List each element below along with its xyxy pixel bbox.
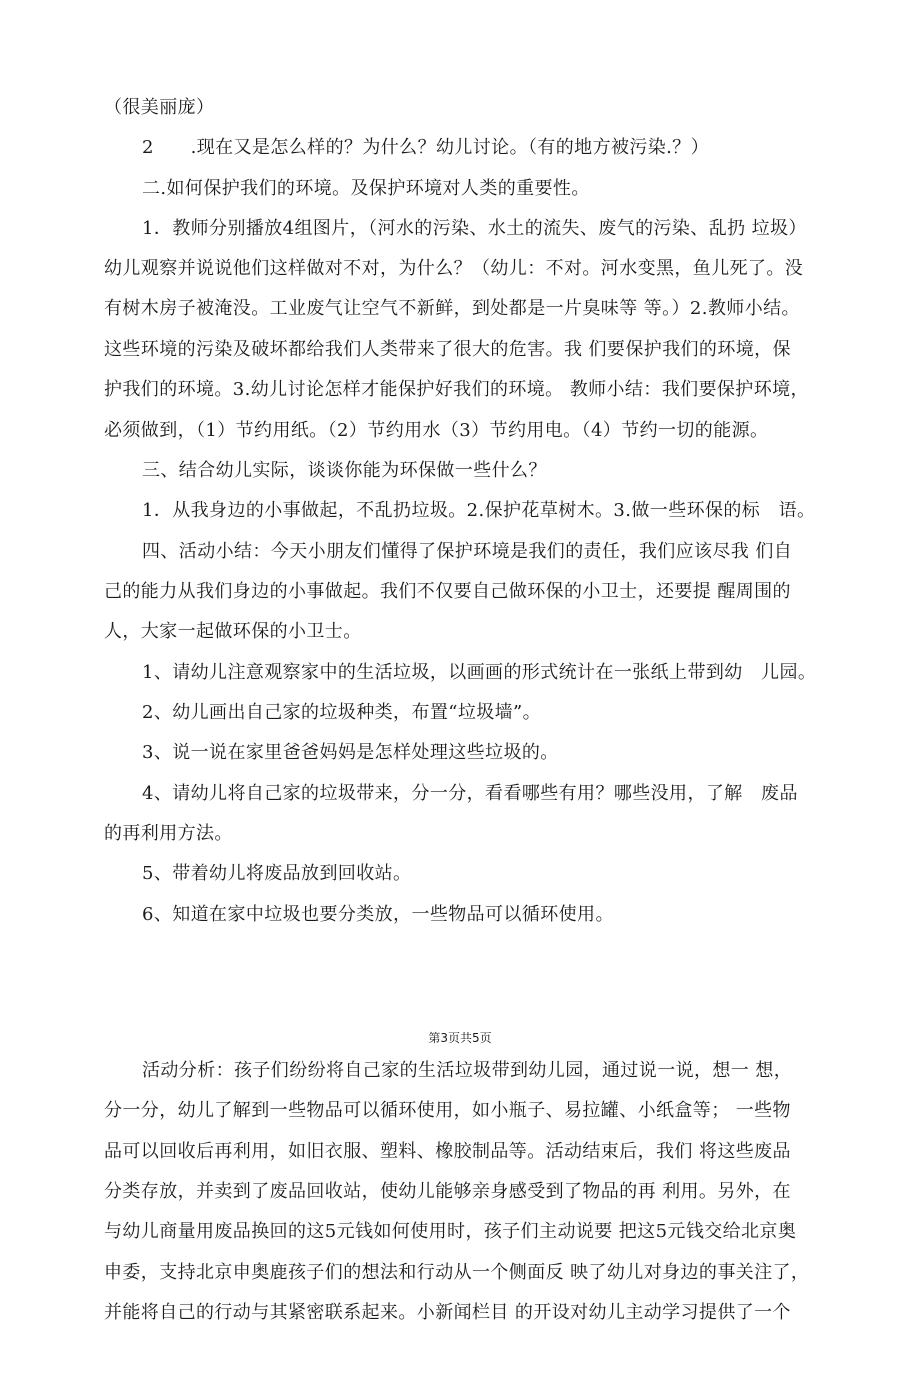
- text-line: 有树木房子被淹没。工业废气让空气不新鲜，到处都是一片臭味等 等。）2.教师小结。: [104, 298, 800, 319]
- text-line: 活动分析：孩子们纷纷将自己家的生活垃圾带到幼儿园，通过说一说，想一 想，: [142, 1060, 793, 1081]
- text-line: 的再利用方法。: [104, 823, 233, 844]
- text-line: （很美丽庞）: [104, 97, 215, 118]
- text-line: 这些环境的污染及破坏都给我们人类带来了很大的危害。我 们要保护我们的环境，保: [104, 339, 791, 360]
- text-line: 并能将自己的行动与其紧密联系起来。小新闻栏目 的开设对幼儿主动学习提供了一个: [104, 1302, 791, 1323]
- text-line: 必须做到，（1）节约用纸。（2）节约用水（3）节约用电。（4）节约一切的能源。: [104, 420, 769, 441]
- text-line: 分类存放，并卖到了废品回收站，使幼儿能够亲身感受到了物品的再 利用。另外，在: [104, 1181, 791, 1202]
- text-line: 二.如何保护我们的环境。及保护环境对人类的重要性。: [142, 178, 590, 199]
- text-line: 2 .现在又是怎么样的？为什么？幼儿讨论。（有的地方被污染.？）: [142, 137, 710, 158]
- text-line: 2、幼儿画出自己家的垃圾种类，布置“垃圾墙”。: [142, 702, 542, 723]
- text-line: 三、结合幼儿实际，谈谈你能为环保做一些什么？: [142, 460, 547, 481]
- text-line: 3、说一说在家里爸爸妈妈是怎样处理这些垃圾的。: [142, 742, 559, 763]
- text-line: 1．教师分别播放4组图片，（河水的污染、水土的流失、废气的污染、乱扔 垃圾）: [142, 218, 807, 239]
- text-line: 申委，支持北京申奥鹿孩子们的想法和行动从一个侧面反 映了幼儿对身边的事关注了，: [104, 1262, 810, 1283]
- text-line: 己的能力从我们身边的小事做起。我们不仅要自己做环保的小卫士，还要提 醒周围的: [104, 581, 791, 602]
- text-line: 5、带着幼儿将废品放到回收站。: [142, 863, 412, 884]
- text-line: 4、请幼儿将自己家的垃圾带来，分一分，看看哪些有用？哪些没用，了解 废品: [142, 783, 798, 804]
- text-line: 幼儿观察并说说他们这样做对不对，为什么？（幼儿：不对。河水变黑，鱼儿死了。没: [104, 258, 804, 279]
- page-number-footer: 第3页共5页: [428, 1031, 492, 1045]
- text-line: 与幼儿商量用废品换回的这5元钱如何使用时，孩子们主动说要 把这5元钱交给北京奥: [104, 1221, 797, 1242]
- text-line: 6、知道在家中垃圾也要分类放，一些物品可以循环使用。: [142, 904, 614, 925]
- text-line: 1、请幼儿注意观察家中的生活垃圾，以画画的形式统计在一张纸上带到幼 儿园。: [142, 662, 817, 683]
- text-line: 1．从我身边的小事做起，不乱扔垃圾。2.保护花草树木。3.做一些环保的标 语。: [142, 500, 816, 521]
- text-line: 品可以回收后再利用，如旧衣服、塑料、橡胶制品等。活动结束后，我们 将这些废品: [104, 1141, 791, 1162]
- text-line: 四、活动小结：今天小朋友们懂得了保护环境是我们的责任，我们应该尽我 们自: [142, 541, 793, 562]
- text-line: 分一分，幼儿了解到一些物品可以循环使用，如小瓶子、易拉罐、小纸盒等； 一些物: [104, 1100, 791, 1121]
- text-line: 人，大家一起做环保的小卫士。: [104, 621, 362, 642]
- text-line: 护我们的环境。3.幼儿讨论怎样才能保护好我们的环境。 教师小结：我们要保护环境，: [104, 379, 809, 400]
